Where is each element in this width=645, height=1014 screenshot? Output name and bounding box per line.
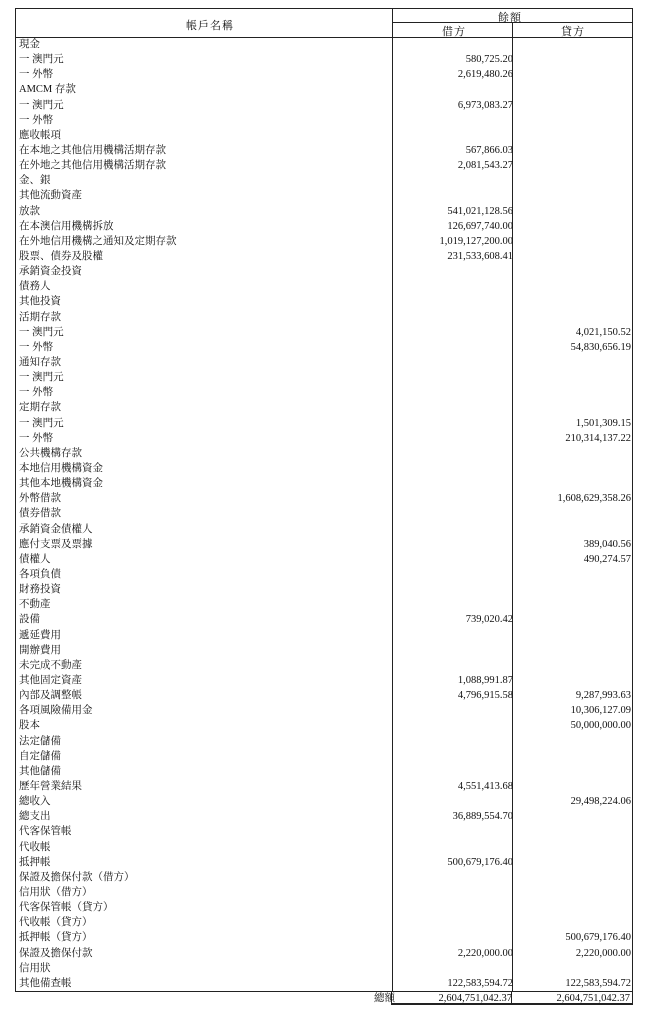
- debit-amount: 567,866.03: [465, 145, 513, 156]
- account-name: 其他固定資產: [19, 675, 82, 686]
- account-name: 活期存款: [19, 311, 61, 323]
- account-name: 財務投資: [19, 584, 61, 596]
- table-row: [16, 977, 634, 992]
- account-name: 一 澳門元: [19, 372, 64, 384]
- account-name: 一 外幣: [19, 69, 54, 81]
- table-row: [16, 704, 634, 719]
- table-row: [16, 659, 634, 674]
- debit-header: 借方: [442, 26, 466, 38]
- table-row: [16, 129, 634, 144]
- debit-amount: 122,583,594.72: [447, 977, 513, 989]
- table-row: [16, 598, 634, 613]
- table-row: [16, 901, 634, 916]
- account-name: 在外地信用機構之通知及定期存款: [19, 235, 177, 247]
- debit-amount: 4,551,413.68: [457, 781, 513, 792]
- table-row: [16, 341, 634, 356]
- table-row: [16, 417, 634, 432]
- account-name: 承銷資金債權人: [19, 523, 93, 535]
- account-name: 開辦費用: [19, 644, 61, 656]
- account-name: 代收帳（貸方）: [19, 917, 93, 929]
- account-name: 通知存款: [19, 357, 61, 368]
- table-row: [16, 432, 634, 447]
- account-name: 代收帳: [19, 841, 51, 853]
- table-row: [16, 916, 634, 931]
- account-name: 抵押帳（貸方）: [19, 932, 93, 944]
- debit-amount: 6,973,083.27: [457, 99, 513, 111]
- credit-header: 貸方: [561, 26, 585, 38]
- table-row: [16, 765, 634, 780]
- table-row: [16, 462, 634, 477]
- account-name: 不動產: [19, 599, 51, 611]
- table-row: [16, 38, 634, 53]
- account-name: 在外地之其他信用機構活期存款: [19, 160, 166, 172]
- account-name: 歷年營業結果: [19, 781, 82, 792]
- debit-amount: 2,081,543.27: [457, 160, 513, 172]
- account-name: 公共機構存款: [19, 447, 82, 459]
- table-row: [16, 144, 634, 159]
- credit-amount: 389,040.56: [583, 538, 631, 550]
- debit-amount: 500,679,176.40: [447, 856, 513, 868]
- table-row: [16, 629, 634, 644]
- debit-amount: 231,533,608.41: [447, 251, 513, 262]
- table-row: [16, 68, 634, 83]
- credit-amount: 1,608,629,358.26: [557, 493, 631, 505]
- account-name: 信用狀: [19, 962, 51, 974]
- account-name: 其他本地機構資金: [19, 478, 103, 490]
- debit-amount: 1,088,991.87: [457, 675, 513, 686]
- account-name: 應收帳項: [19, 129, 61, 141]
- account-name: 承銷資金投資: [19, 266, 82, 278]
- account-name: 在本澳信用機構拆放: [19, 220, 114, 232]
- table-row: [16, 674, 634, 689]
- table-row: [16, 220, 634, 235]
- credit-amount: 122,583,594.72: [565, 977, 631, 989]
- total-debit: 2,604,751,042.37: [438, 993, 512, 1004]
- table-row: [16, 962, 634, 977]
- table-row: [16, 311, 634, 326]
- account-name: 定期存款: [19, 402, 61, 414]
- account-name: 一 外幣: [19, 387, 54, 399]
- account-name: 代客保管帳: [19, 826, 72, 838]
- table-row: [16, 583, 634, 598]
- table-row: [16, 83, 634, 98]
- table-row: [16, 205, 634, 220]
- table-row: [16, 810, 634, 825]
- account-name: 設備: [19, 614, 40, 626]
- credit-amount: 490,274.57: [583, 553, 631, 565]
- account-name: 金、銀: [19, 175, 51, 187]
- account-name-header: 帳戶名稱: [186, 20, 234, 32]
- account-name: 本地信用機構資金: [19, 463, 103, 474]
- table-row: [16, 114, 634, 129]
- debit-amount: 126,697,740.00: [447, 220, 513, 232]
- account-name: 股票、債券及股權: [19, 251, 103, 262]
- table-row: [16, 613, 634, 628]
- account-name: 在本地之其他信用機構活期存款: [19, 145, 166, 156]
- table-body: [15, 38, 633, 992]
- debit-amount: 1,019,127,200.00: [439, 235, 513, 247]
- account-name: 抵押帳: [19, 856, 51, 868]
- account-name: 保證及擔保付款（借方）: [19, 871, 135, 883]
- account-name: 一 澳門元: [19, 326, 64, 338]
- account-name: 債權人: [19, 553, 51, 565]
- table-row: [16, 871, 634, 886]
- account-name: 現金: [19, 39, 40, 50]
- table-row: [16, 447, 634, 462]
- table-row: [16, 841, 634, 856]
- account-name: 一 澳門元: [19, 54, 64, 66]
- account-name: 其他流動資產: [19, 190, 82, 202]
- credit-amount: 500,679,176.40: [565, 932, 631, 944]
- debit-amount: 739,020.42: [465, 614, 513, 626]
- credit-amount: 2,220,000.00: [575, 947, 631, 959]
- account-name: 信用狀（借方）: [19, 887, 93, 898]
- table-row: [16, 492, 634, 507]
- total-row: [15, 992, 633, 1005]
- account-name: 內部及調整帳: [19, 690, 82, 702]
- table-row: [16, 568, 634, 583]
- credit-amount: 4,021,150.52: [575, 326, 631, 338]
- table-header: [15, 8, 633, 38]
- balance-sheet: [15, 8, 633, 1005]
- credit-amount: 29,498,224.06: [570, 796, 631, 808]
- total-label: 總額: [374, 993, 395, 1004]
- table-row: [16, 250, 634, 265]
- table-row: [16, 189, 634, 204]
- table-row: [16, 856, 634, 871]
- table-row: [16, 538, 634, 553]
- credit-amount: 54,830,656.19: [570, 341, 631, 353]
- table-row: [16, 159, 634, 174]
- account-name: 總收入: [19, 796, 51, 808]
- account-name: AMCM 存款: [19, 84, 76, 96]
- account-name: 一 外幣: [19, 432, 54, 444]
- debit-amount: 541,021,128.56: [447, 205, 513, 217]
- account-name: 股本: [19, 720, 40, 732]
- table-row: [16, 750, 634, 765]
- account-name: 一 澳門元: [19, 417, 64, 429]
- account-name: 法定儲備: [19, 735, 61, 747]
- account-name: 自定儲備: [19, 750, 61, 762]
- table-row: [16, 553, 634, 568]
- account-name: 各項風險備用金: [19, 705, 93, 717]
- credit-amount: 10,306,127.09: [570, 705, 631, 717]
- account-name: 代客保管帳（貸方）: [19, 902, 114, 914]
- account-name: 總支出: [19, 811, 51, 823]
- table-row: [16, 386, 634, 401]
- table-row: [16, 947, 634, 962]
- table-row: [16, 780, 634, 795]
- debit-amount: 580,725.20: [465, 54, 513, 66]
- table-row: [16, 523, 634, 538]
- account-name: 各項負債: [19, 569, 61, 580]
- table-row: [16, 886, 634, 901]
- account-name: 一 外幣: [19, 341, 54, 353]
- table-row: [16, 235, 634, 250]
- account-name: 其他儲備: [19, 765, 61, 777]
- account-name: 應付支票及票據: [19, 538, 93, 550]
- account-name: 其他投資: [19, 296, 61, 308]
- total-credit: 2,604,751,042.37: [556, 993, 630, 1004]
- table-row: [16, 735, 634, 750]
- credit-amount: 50,000,000.00: [570, 720, 631, 732]
- table-row: [16, 401, 634, 416]
- credit-amount: 210,314,137.22: [565, 432, 631, 444]
- account-name: 放款: [19, 205, 40, 217]
- table-row: [16, 99, 634, 114]
- debit-amount: 2,220,000.00: [457, 947, 513, 959]
- debit-amount: 4,796,915.58: [457, 690, 513, 702]
- credit-amount: 9,287,993.63: [575, 690, 631, 702]
- account-name: 其他備查帳: [19, 977, 72, 989]
- table-row: [16, 477, 634, 492]
- table-row: [16, 644, 634, 659]
- table-row: [16, 356, 634, 371]
- table-row: [16, 507, 634, 522]
- debit-amount: 36,889,554.70: [452, 811, 513, 823]
- account-name: 債券借款: [19, 508, 61, 520]
- table-row: [16, 295, 634, 310]
- table-row: [16, 280, 634, 295]
- table-row: [16, 371, 634, 386]
- credit-amount: 1,501,309.15: [575, 417, 631, 429]
- table-row: [16, 719, 634, 734]
- account-name: 一 澳門元: [19, 99, 64, 111]
- account-name: 債務人: [19, 281, 51, 293]
- account-name: 一 外幣: [19, 114, 54, 126]
- account-name: 保證及擔保付款: [19, 947, 93, 959]
- table-row: [16, 265, 634, 280]
- table-row: [16, 825, 634, 840]
- balance-header: 餘額: [498, 12, 522, 24]
- account-name: 遞延費用: [19, 629, 61, 641]
- table-row: [16, 689, 634, 704]
- table-row: [16, 326, 634, 341]
- table-row: [16, 174, 634, 189]
- table-row: [16, 931, 634, 946]
- table-row: [16, 53, 634, 68]
- account-name: 外幣借款: [19, 493, 61, 505]
- debit-amount: 2,619,480.26: [457, 69, 513, 81]
- table-row: [16, 795, 634, 810]
- account-name: 未完成不動產: [19, 659, 82, 671]
